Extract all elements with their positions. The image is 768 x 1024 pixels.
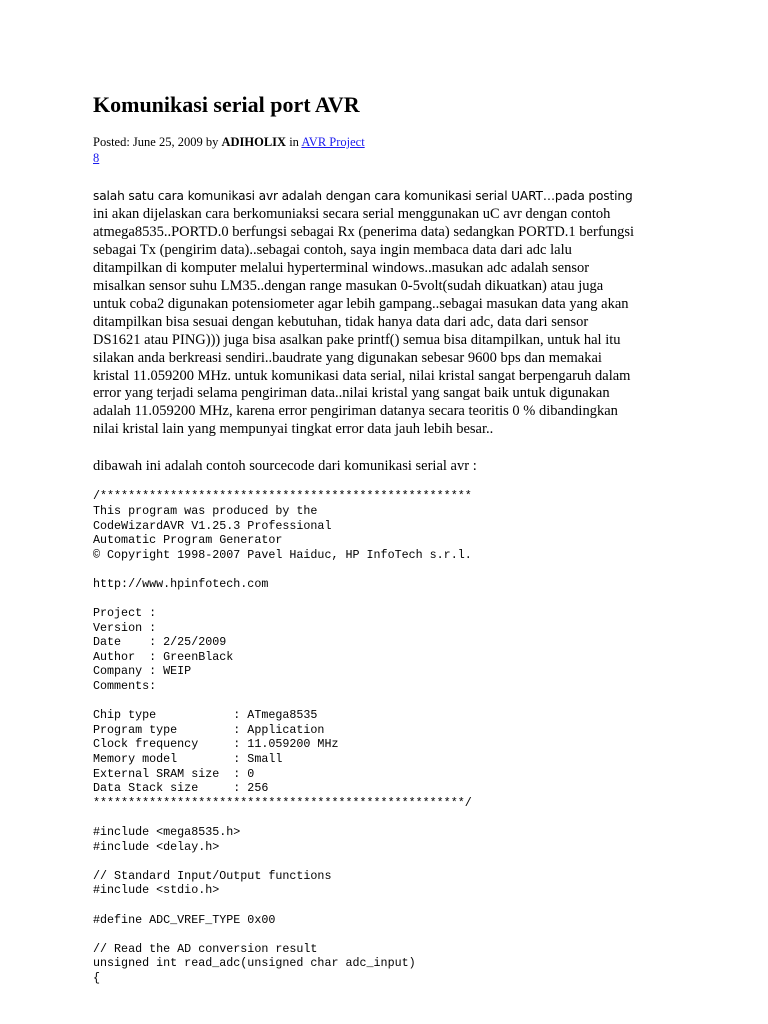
body-line: ditampilkan di komputer melalui hyperterminal windows..masukan adc adalah sensor bbox=[93, 259, 590, 276]
code-line bbox=[93, 592, 693, 607]
body-line: silakan anda berkreasi sendiri..baudrate yang digunakan sebesar 9600 bps dan memakai bbox=[93, 349, 602, 366]
code-line bbox=[93, 854, 693, 869]
code-line: Data Stack size : 256 bbox=[93, 781, 269, 796]
code-line: #include <mega8535.h> bbox=[93, 825, 241, 839]
comments-count bbox=[93, 150, 693, 166]
code-line: Date : 2/25/2009 bbox=[93, 635, 227, 650]
body-line: DS1621 atau PING))) juga bisa asalkan pake printf() semua bisa ditampilkan, untuk hal itu bbox=[93, 331, 621, 348]
post-body bbox=[93, 188, 693, 439]
body-line: ditampilkan bisa sesuai dengan kebutuhan, tidak hanya data dari adc, data dari sensor bbox=[93, 313, 589, 330]
code-line: #include <delay.h> bbox=[93, 839, 220, 854]
code-line: { bbox=[93, 970, 101, 985]
body-line: kristal 11.059200 MHz. untuk komunikasi data serial, nilai kristal sangat berpengaruh dalam bbox=[93, 367, 631, 384]
code-line: Version : bbox=[93, 620, 157, 635]
body-line: adalah 11.059200 MHz, karena error pengiriman datanya secara teoritis 0 % dibandingkan bbox=[93, 403, 618, 420]
code-line: #include <stdio.h> bbox=[93, 883, 220, 898]
code-line: http://www.hpinfotech.com bbox=[93, 576, 269, 591]
code-line: This program was produced by the bbox=[93, 503, 318, 518]
code-line: *****************************************************/ bbox=[93, 795, 472, 810]
body-line: ini akan dijelaskan cara berkomuniaksi secara serial menggunakan uC avr dengan contoh bbox=[93, 205, 611, 222]
category-link[interactable]: AVR Project bbox=[301, 135, 365, 149]
post-meta bbox=[93, 134, 693, 150]
body-line: nilai kristal lain yang mempunyai tingkat error data jauh lebih besar.. bbox=[93, 421, 494, 438]
source-code-block bbox=[93, 489, 693, 985]
body-line: atmega8535..PORTD.0 berfungsi sebagai Rx (penerima data) sedangkan PORTD.1 berfungsi bbox=[93, 223, 635, 240]
body-line: misalkan sensor suhu LM35..dengan range masukan 0-5volt(sudah dikuatkan) atau juga bbox=[93, 277, 604, 294]
code-intro: dibawah ini adalah contoh sourcecode dari komunikasi serial avr : bbox=[93, 458, 477, 475]
body-line: untuk coba2 digunakan potensiometer agar lebih gampang..sebagai masukan data yang akan bbox=[93, 295, 629, 312]
in-label: in bbox=[286, 135, 302, 149]
code-line bbox=[93, 810, 693, 825]
code-line: unsigned int read_adc(unsigned char adc_input) bbox=[93, 956, 416, 971]
code-line: Clock frequency : 11.059200 MHz bbox=[93, 737, 339, 752]
code-line: External SRAM size : 0 bbox=[93, 766, 255, 781]
posted-date-label: Posted: June 25, 2009 by bbox=[93, 135, 222, 149]
author-name: ADIHOLIX bbox=[221, 135, 287, 149]
article bbox=[93, 90, 693, 986]
comments-link[interactable]: 8 bbox=[93, 151, 100, 165]
post-title: Komunikasi serial port AVR bbox=[93, 92, 360, 117]
code-line: Project : bbox=[93, 606, 157, 621]
code-line: CodeWizardAVR V1.25.3 Professional bbox=[93, 518, 332, 533]
code-line bbox=[93, 694, 693, 709]
code-line: // Read the AD conversion result bbox=[93, 941, 318, 956]
code-line bbox=[93, 927, 693, 942]
code-line: Company : WEIP bbox=[93, 664, 192, 679]
code-line: Memory model : Small bbox=[93, 752, 283, 767]
code-line bbox=[93, 562, 693, 577]
code-line: Author : GreenBlack bbox=[93, 649, 234, 664]
code-line: © Copyright 1998-2007 Pavel Haiduc, HP InfoTech s.r.l. bbox=[93, 547, 472, 562]
code-line: Program type : Application bbox=[93, 722, 325, 737]
code-line bbox=[93, 898, 693, 913]
body-line: error yang terjadi selama pengiriman data..nilai kristal yang sangat baik untuk digunakan bbox=[93, 385, 610, 402]
code-line: Automatic Program Generator bbox=[93, 533, 283, 548]
code-line: // Standard Input/Output functions bbox=[93, 868, 332, 883]
code-line: /***************************************************** bbox=[93, 489, 472, 504]
body-line: salah satu cara komunikasi avr adalah dengan cara komunikasi serial UART…pada posting bbox=[93, 189, 633, 203]
code-line: Chip type : ATmega8535 bbox=[93, 708, 318, 723]
code-line: Comments: bbox=[93, 679, 157, 694]
code-line: #define ADC_VREF_TYPE 0x00 bbox=[93, 912, 276, 927]
body-line: sebagai Tx (pengirim data)..sebagai contoh, saya ingin membaca data dari adc lalu bbox=[93, 241, 572, 258]
